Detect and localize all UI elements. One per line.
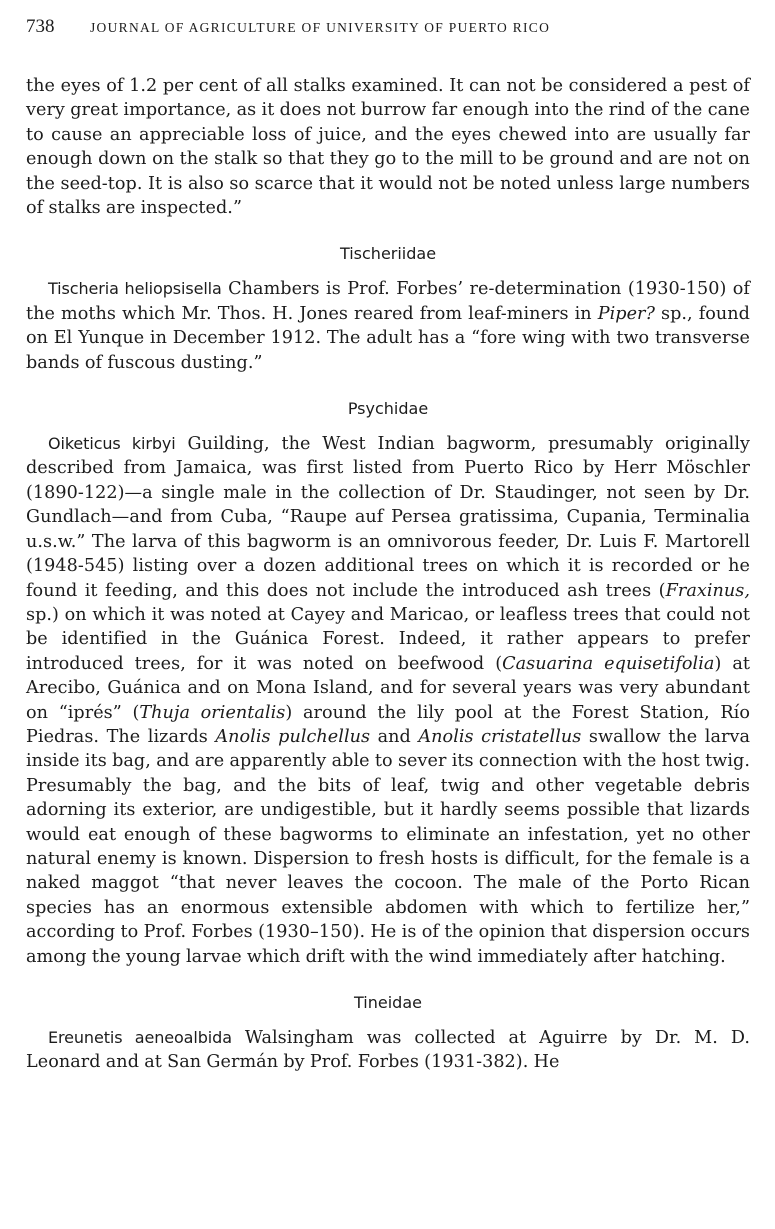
taxon-italic: Thuja orientalis [139, 702, 286, 723]
text-run: sp.) on which it was noted at Cayey and Maricao, or leafless trees that could not be identified in the Guánica Forest. Indeed, it rather appears to prefer introduced trees, for it was noted on beefwood ( [26, 604, 750, 674]
species-name: Ereunetis aeneoalbida [48, 1028, 232, 1047]
text-run: ) around the lily pool at the Forest Station, Río Piedras. The lizards [26, 702, 750, 747]
text-run: sp., found on El Yunque in December 1912. The adult has a “fore wing with two transverse bands of fuscous dusting.” [26, 303, 750, 373]
text-run: Guilding, the West Indian bagworm, presumably originally described from Jamaica, was first listed from Puerto Rico by Herr Möschler (1890-122)—a single male in the collection of Dr. Staudinger, not seen by Dr. Gundlach—and from Cuba, “Raupe auf Persea gratissima, Cupania, Terminalia u.s.w.” The larva of this bagworm is an omnivorous feeder, Dr. Luis F. Martorell (1948-545) listing over a dozen additional trees on which it is recorded or he found it feeding, and this does not include the introduced ash trees ( [26, 434, 750, 601]
running-head [26, 16, 750, 46]
paragraph-ereunetis [26, 1026, 750, 1075]
paragraph-tischeria [26, 277, 750, 375]
section-heading-tischeriidae: Tischeriidae [339, 244, 437, 264]
taxon-italic: Anolis pulchellus [215, 726, 371, 747]
paragraph-oiketicus [26, 432, 750, 969]
journal-title: JOURNAL OF AGRICULTURE OF UNIVERSITY OF PUERTO RICO [90, 20, 551, 35]
taxon-italic: Piper? [597, 303, 655, 324]
text-run: and [370, 726, 419, 747]
text-run: Chambers is Prof. Forbes’ re-determination (1930-150) of the moths which Mr. Thos. H. Jones reared from leaf-miners in [26, 279, 750, 324]
continuation-paragraph: the eyes of 1.2 per cent of all stalks examined. It can not be considered a pest of very great importance, as it does not burrow far enough into the rind of the cane to cause an appreciable loss of juice, and the eyes chewed into are usually far enough down on the stalk so that they go to the mill to be ground and are not on the seed-top. It is also so scarce that it would not be noted unless large numbers of stalks are inspected.” [26, 76, 750, 219]
journal-page [26, 16, 750, 1075]
taxon-italic: Fraxinus, [665, 580, 750, 601]
species-name: Oiketicus kirbyi [48, 434, 176, 454]
text-run: Walsingham was collected at Aguirre by Dr. M. D. Leonard and at San Germán by Prof. Forbes (1931-382). He [26, 1028, 750, 1073]
page-number: 738 [26, 16, 55, 37]
article-body [26, 74, 750, 1075]
text-run: ) at Arecibo, Guánica and on Mona Island, and for several years was very abundant on “iprés” ( [26, 653, 750, 723]
taxon-italic: Casuarina equisetifolia [502, 653, 715, 674]
taxon-italic: Anolis cristatellus [418, 726, 582, 747]
species-name: Tischeria heliopsisella [48, 279, 222, 299]
section-heading-psychidae: Psychidae [347, 399, 429, 419]
text-run: swallow the larva inside its bag, and are apparently able to sever its connection with the host twig. Presumably the bag, and the bits of leaf, twig and other vegetable debris adorning its exterior, are undigestible, but it hardly seems possible that lizards would eat enough of these bagworms to eliminate an infestation, yet no other natural enemy is known. Dispersion to fresh hosts is difficult, for the female is a naked maggot “that never leaves the cocoon. The male of the Porto Rican species has an enormous extensible abdomen with which to fertilize her,” according to Prof. Forbes (1930–150). He is of the opinion that dispersion occurs among the young larvae which drift with the wind immediately after hatching. [26, 726, 750, 967]
section-heading-tineidae: Tineidae [354, 993, 422, 1012]
